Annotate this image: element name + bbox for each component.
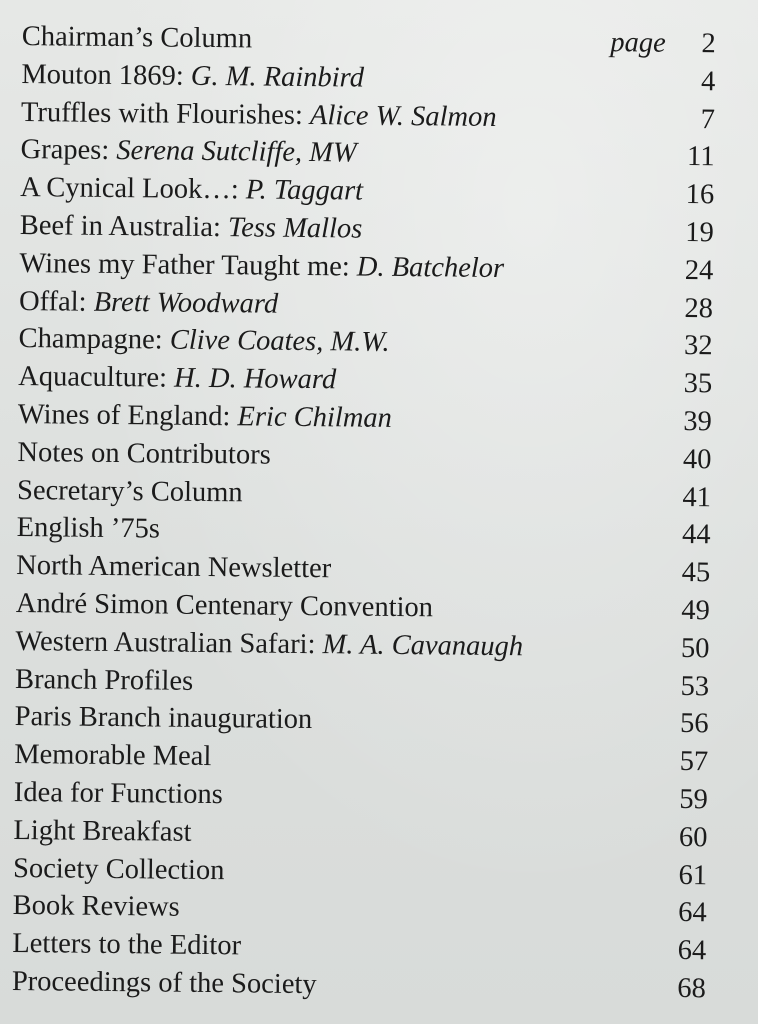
toc-entry-author: M. A. Cavanaugh	[322, 628, 524, 663]
toc-entry-heading: Grapes:	[20, 134, 117, 167]
toc-entry-page-number: 57	[679, 746, 709, 778]
toc-entry-heading: Aquaculture:	[18, 361, 175, 394]
toc-entry-title	[20, 169, 363, 210]
toc-entry-author: Alice W. Salmon	[309, 99, 497, 133]
toc-entry-author: P. Taggart	[245, 174, 364, 207]
toc-entry-title	[16, 547, 331, 588]
toc-entry-author: G. M. Rainbird	[190, 60, 365, 94]
toc-entry-heading: Society Collection	[12, 852, 225, 886]
toc-entry-title	[14, 774, 223, 814]
toc-entry-title	[13, 849, 225, 889]
toc-entry-heading: Book Reviews	[12, 890, 180, 924]
toc-entry-heading: Light Breakfast	[13, 814, 192, 848]
toc-entry-title	[18, 358, 336, 399]
toc-entry-page-number: 50	[680, 632, 710, 664]
toc-entry-heading: Wines my Father Taught me:	[19, 247, 358, 283]
toc-entry-heading: Idea for Functions	[13, 776, 223, 811]
toc-entry-title	[15, 623, 523, 666]
toc-entry-heading: Paris Branch inauguration	[14, 701, 313, 736]
toc-entry-page-number: 56	[679, 708, 709, 740]
toc-entry-title	[21, 56, 364, 97]
toc-entry-heading: Secretary’s Column	[16, 474, 243, 508]
toc-entry-author: Brett Woodward	[93, 286, 279, 320]
toc-entry-page-number: 68	[677, 972, 707, 1005]
toc-entry-heading: Letters to the Editor	[12, 928, 242, 962]
toc-entry-author: Serena Sutcliffe, MW	[116, 135, 357, 169]
toc-entry-page-number: 61	[678, 859, 708, 891]
toc-entry-title	[16, 509, 160, 548]
toc-entry-page-number: 44	[681, 519, 711, 551]
toc-entry-page-number: 11	[686, 141, 715, 173]
toc-entry-page-number: 16	[685, 179, 715, 211]
toc-entry-page-number: 64	[677, 935, 707, 967]
toc-entry-page-number: 59	[679, 783, 709, 816]
toc-entry-page-number: 4	[700, 65, 716, 98]
toc-entry-page-number: 39	[683, 405, 712, 438]
toc-entry-heading: Truffles with Flourishes:	[20, 96, 311, 131]
toc-entry-title	[19, 283, 279, 324]
toc-entry-title	[19, 245, 504, 288]
toc-entry-page-number: 2	[701, 28, 716, 60]
toc-entry-heading: English ’75s	[16, 512, 161, 545]
toc-entry-page-number: 49	[681, 594, 710, 627]
toc-entry-heading: Wines of England:	[17, 398, 238, 433]
toc-entry-heading: Memorable Meal	[14, 739, 212, 773]
toc-entry-heading: Mouton 1869:	[21, 58, 192, 92]
toc-entry-heading: Western Australian Safari:	[15, 625, 323, 660]
toc-entry-title	[20, 207, 363, 248]
toc-entry-page-number: 53	[680, 670, 710, 702]
toc-entry-author: D. Batchelor	[356, 251, 505, 284]
toc-entry-heading: North American Newsletter	[16, 550, 332, 585]
toc-entry-heading: Beef in Australia:	[19, 209, 229, 244]
toc-entry-title	[12, 963, 317, 1004]
toc-entry-title	[15, 661, 193, 701]
toc-entry-author: Clive Coates, M.W.	[169, 324, 390, 359]
toc-entry-page-number: 60	[678, 821, 708, 853]
toc-entry-page-number: 35	[683, 368, 713, 400]
toc-entry-page-number: 45	[681, 557, 711, 589]
toc-entry-author: Tess Mallos	[227, 212, 363, 245]
page-column-label: page	[610, 27, 666, 59]
toc-entry-title	[18, 320, 389, 362]
toc-entry-heading: Champagne:	[18, 323, 170, 356]
toc-entry-title	[13, 887, 180, 927]
toc-entry-page-number: 41	[682, 481, 712, 513]
toc-entry-page-number: 28	[684, 292, 714, 324]
toc-entry-page-number: 64	[678, 897, 707, 929]
toc-entry-page-number: 40	[682, 443, 712, 476]
toc-entry-heading: Offal:	[18, 285, 94, 318]
toc-entry-heading: André Simon Centenary Convention	[15, 587, 434, 624]
toc-entry-title	[21, 94, 497, 137]
toc-entry-title	[22, 18, 253, 58]
toc-entry-author: Eric Chilman	[237, 401, 393, 434]
toc-entry-heading: A Cynical Look…:	[20, 172, 246, 206]
toc-entry-heading: Branch Profiles	[14, 663, 194, 697]
toc-entry-title	[13, 812, 191, 852]
toc-entry-author: H. D. Howard	[173, 362, 337, 396]
toc-entry-title	[17, 472, 243, 512]
table-of-contents	[12, 18, 722, 1008]
toc-entry	[12, 963, 712, 1008]
toc-entry-title	[20, 131, 356, 172]
toc-entry-page-number: 24	[684, 254, 714, 287]
toc-entry-title	[18, 396, 392, 438]
toc-entry-heading: Chairman’s Column	[21, 20, 253, 55]
toc-entry-title	[14, 698, 312, 739]
toc-entry-heading: Proceedings of the Society	[11, 965, 317, 1001]
toc-entry-page-number: 32	[683, 330, 713, 362]
toc-entry-page-number: 7	[700, 103, 716, 135]
toc-entry-title	[12, 925, 241, 965]
toc-entry-title	[14, 736, 211, 776]
toc-entry-title	[16, 585, 434, 627]
toc-entry-page-number: 19	[685, 216, 714, 249]
toc-entry-title	[17, 434, 271, 474]
toc-entry-heading: Notes on Contributors	[17, 436, 271, 471]
